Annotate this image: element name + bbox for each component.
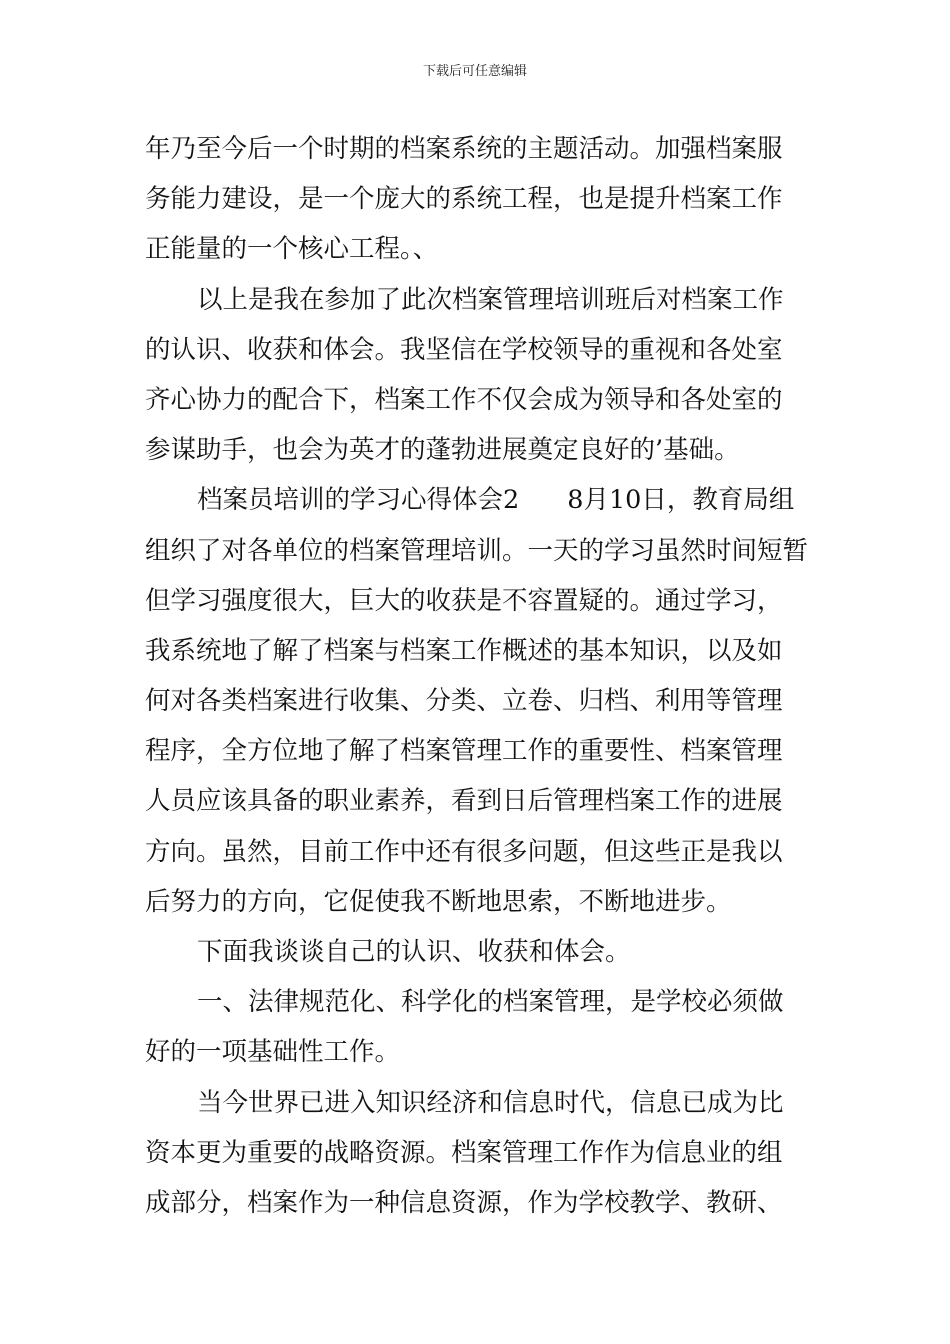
text-line: 齐心协力的配合下，档案工作不仅会成为领导和各处室的: [145, 384, 783, 415]
text-line: 但学习强度很大，巨大的收获是不容置疑的。通过学习，: [145, 585, 783, 616]
text-line: 方向。虽然，目前工作中还有很多问题，但这些正是我以: [145, 836, 783, 867]
text-line: 好的一项基础性工作。: [145, 1037, 401, 1068]
paragraph-start-line: 下面我谈谈自己的认识、收获和体会。: [197, 937, 631, 967]
text-line: 后努力的方向，它促使我不断地思索，不断地进步。: [145, 886, 732, 917]
text-line: 人员应该具备的职业素养，看到日后管理档案工作的进展: [145, 786, 783, 817]
paragraph-start-line: 以上是我在参加了此次档案管理培训班后对档案工作: [197, 284, 784, 315]
page-header: 下载后可任意编辑: [422, 64, 527, 79]
text-line: 的认识、收获和体会。我坚信在学校领导的重视和各处室: [145, 334, 783, 365]
text-line: 我系统地了解了档案与档案工作概述的基本知识，以及如: [145, 635, 783, 666]
paragraph-start-line: 一、法律规范化、科学化的档案管理，是学校必须做: [197, 987, 784, 1018]
text-line: 组织了对各单位的档案管理培训。一天的学习虽然时间短暂: [145, 535, 809, 566]
text-line: 资本更为重要的战略资源。档案管理工作作为信息业的组: [145, 1137, 783, 1168]
document-body: [145, 124, 810, 1228]
text-line: 正能量的一个核心工程。、: [145, 234, 439, 265]
section-title-line: [145, 475, 810, 525]
text-line: 程序，全方位地了解了档案管理工作的重要性、档案管理: [145, 736, 783, 767]
text-line: 参谋助手，也会为英才的蓬勃进展奠定良好的’基础。: [145, 435, 740, 466]
paragraph-start-line: 当今世界已进入知识经济和信息时代，信息已成为比: [197, 1087, 784, 1118]
text-line: 年乃至今后一个时期的档案系统的主题活动。加强档案服: [145, 134, 783, 164]
text-line: 务能力建设，是一个庞大的系统工程，也是提升档案工作: [145, 184, 783, 215]
section-title: 档案员培训的学习心得体会2: [197, 485, 520, 516]
date-text: 8月10日，教育局组: [567, 485, 795, 516]
text-line: 何对各类档案进行收集、分类、立卷、归档、利用等管理: [145, 686, 783, 717]
text-line: 成部分，档案作为一种信息资源，作为学校教学、教研、: [145, 1187, 783, 1218]
